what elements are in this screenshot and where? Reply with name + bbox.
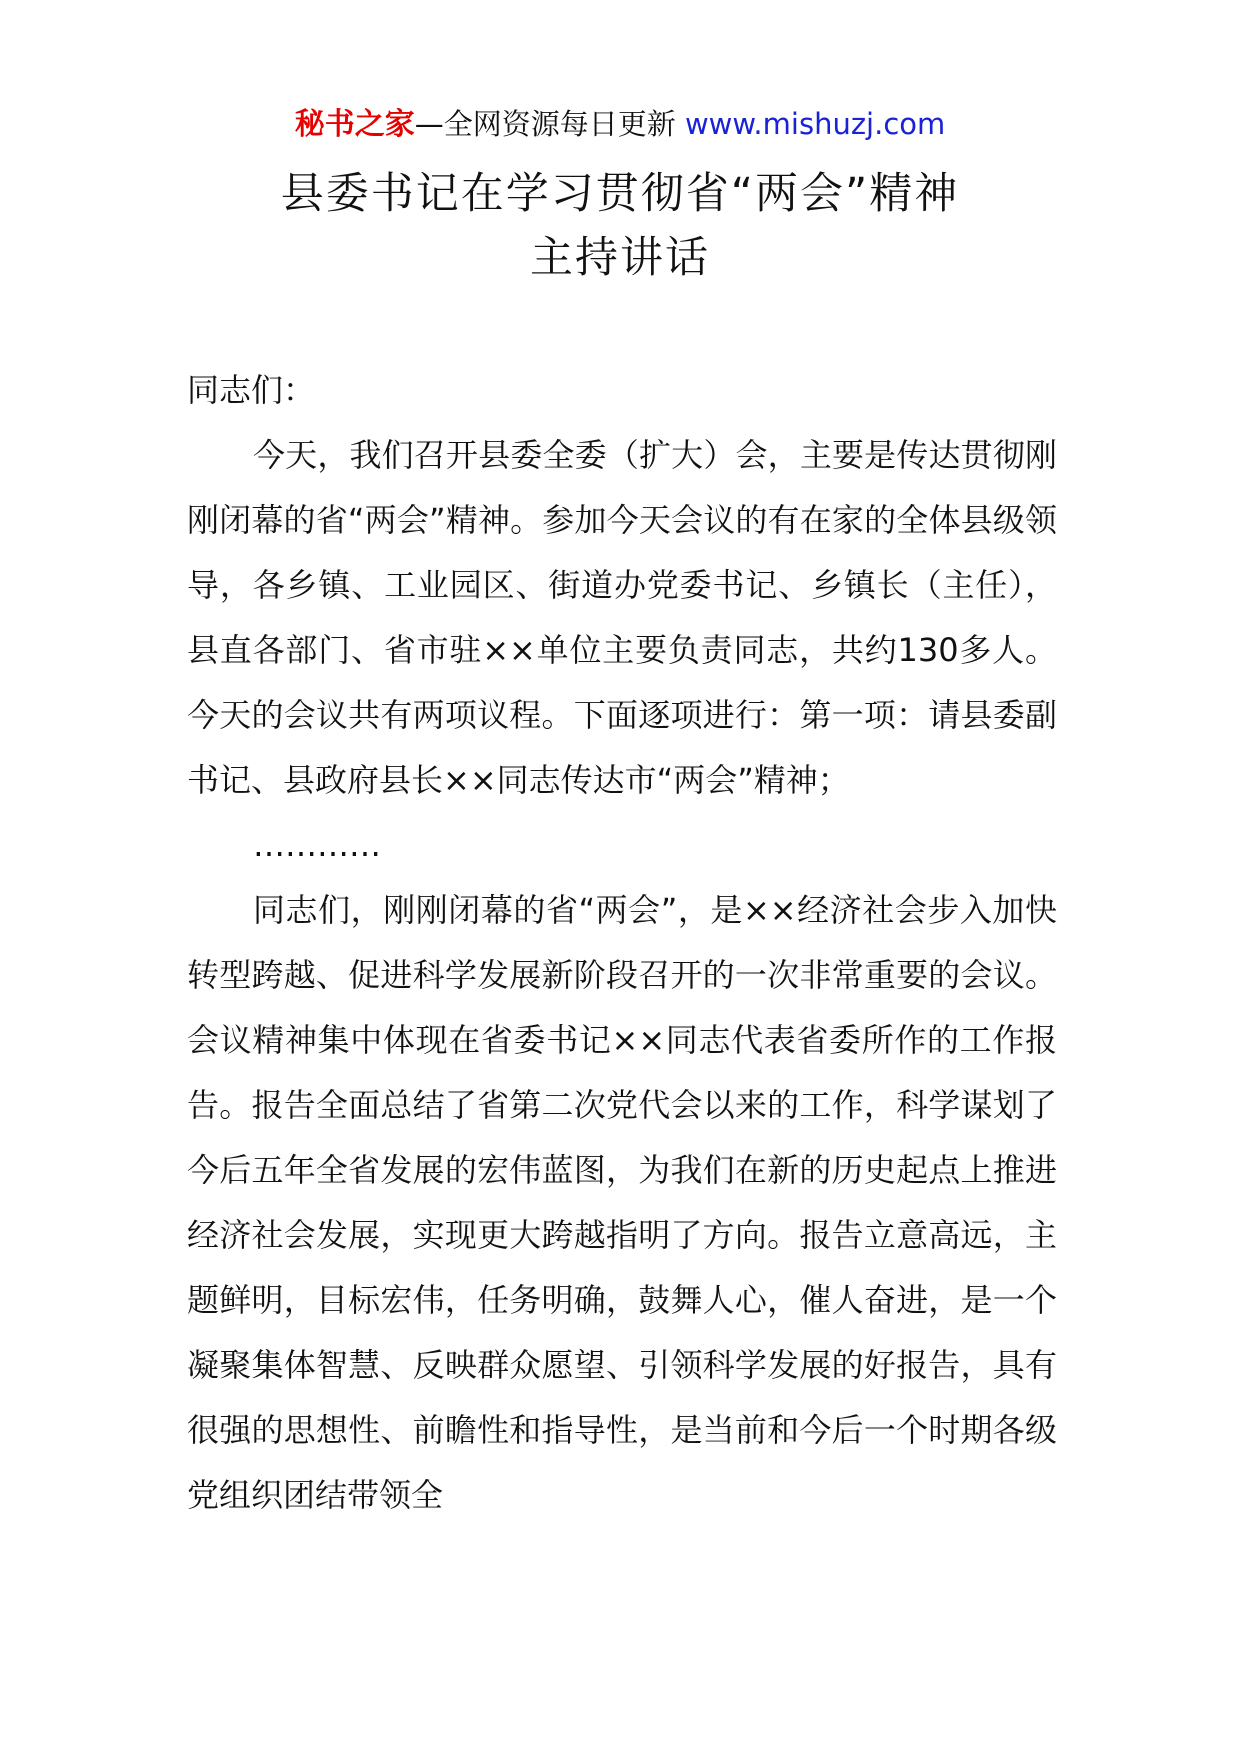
site-url-link[interactable]: www.mishuzj.com xyxy=(684,107,946,141)
header-tagline: —全网资源每日更新 xyxy=(414,107,685,141)
salutation: 同志们： xyxy=(187,371,316,409)
title-line-1: 县委书记在学习贯彻省“两会”精神 xyxy=(280,169,960,219)
paragraph-1: 今天，我们召开县委全委（扩大）会，主要是传达贯彻刚刚闭幕的省“两会”精神。参加今天会议的有在家的全体县级领导，各乡镇、工业园区、街道办党委书记、乡镇长（主任），县直各部门、省市驻××单位主要负责同志，共约130多人。今天的会议共有两项议程。下面逐项进行：第一项：请县委副书记、县政府县长××同志传达市“两会”精神； xyxy=(187,436,1057,799)
title-line-2: 主持讲话 xyxy=(530,233,710,283)
document-title xyxy=(0,162,1240,290)
ellipsis-paragraph: ………… xyxy=(253,826,381,864)
brand-name: 秘书之家 xyxy=(294,107,415,142)
document-body xyxy=(187,358,1057,1528)
paragraph-2: 同志们，刚刚闭幕的省“两会”，是××经济社会步入加快转型跨越、促进科学发展新阶段召开的一次非常重要的会议。会议精神集中体现在省委书记××同志代表省委所作的工作报告。报告全面总结了省第二次党代会以来的工作，科学谋划了今后五年全省发展的宏伟蓝图，为我们在新的历史起点上推进经济社会发展，实现更大跨越指明了方向。报告立意高远，主题鲜明，目标宏伟，任务明确，鼓舞人心，催人奋进，是一个凝聚集体智慧、反映群众愿望、引领科学发展的好报告，具有很强的思想性、前瞻性和指导性，是当前和今后一个时期各级党组织团结带领全 xyxy=(187,891,1057,1514)
site-header xyxy=(0,104,1240,145)
